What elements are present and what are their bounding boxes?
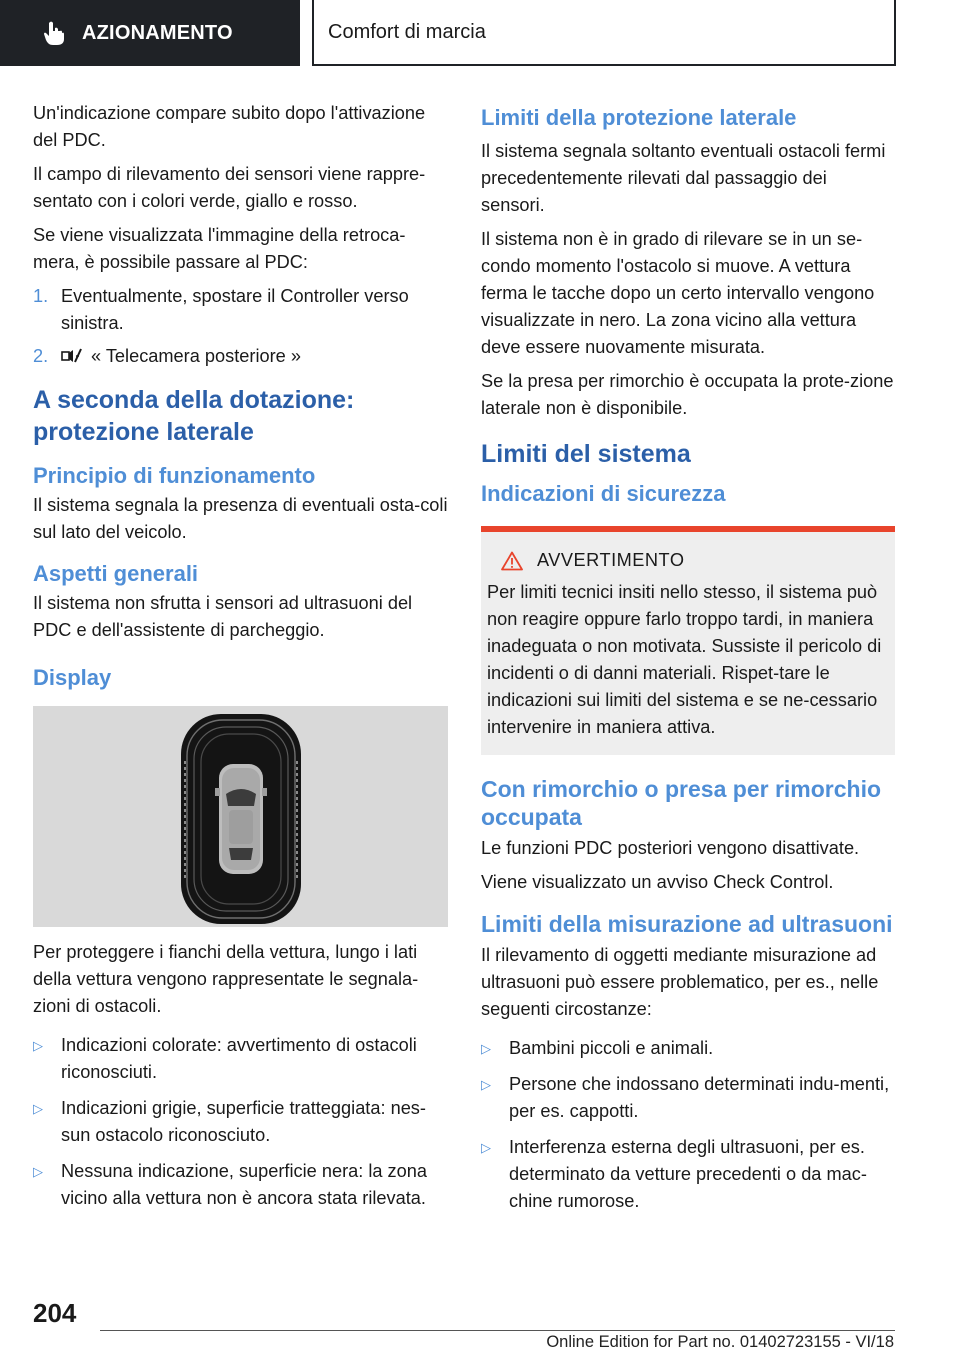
subheading: Limiti della misurazione ad ultrasuoni — [481, 911, 893, 937]
paragraph: Un'indicazione compare subito dopo l'attivazione del PDC. — [33, 103, 426, 150]
warning-box — [481, 526, 895, 755]
subheading: Aspetti generali — [33, 561, 199, 586]
triangle-bullet-icon: ▷ — [33, 1101, 43, 1116]
section-heading: Limiti del sistema — [481, 440, 691, 468]
warning-title — [501, 550, 887, 571]
step-text: Eventualmente, spostare il Controller verso sinistra. — [61, 286, 409, 333]
subsection-tab — [312, 0, 896, 66]
triangle-bullet-icon: ▷ — [481, 1077, 491, 1092]
triangle-bullet-icon: ▷ — [33, 1164, 43, 1179]
paragraph: Se la presa per rimorchio è occupata la prote-zione laterale non è disponibile. — [481, 371, 894, 418]
list-item-text: Persone che indossano determinati indu-menti, per es. cappotti. — [509, 1074, 890, 1121]
subheading: Con rimorchio o presa per rimorchio occupata — [481, 776, 882, 830]
paragraph: Il campo di rilevamento dei sensori viene rappre-sentato con i colori verde, giallo e rosso. — [33, 164, 426, 211]
subheading: Principio di funzionamento — [33, 463, 316, 488]
triangle-bullet-icon: ▷ — [481, 1140, 491, 1155]
list-item-text: Indicazioni colorate: avvertimento di ostacoli riconosciuti. — [61, 1035, 417, 1082]
step-number: 1. — [33, 286, 49, 306]
warning-label: AVVERTIMENTO — [537, 550, 685, 570]
paragraph: Viene visualizzato un avviso Check Control. — [481, 872, 834, 892]
list-item — [481, 1035, 895, 1062]
subheading: Indicazioni di sicurezza — [481, 481, 726, 506]
step-number: 2. — [33, 346, 49, 366]
rear-camera-icon — [61, 347, 83, 365]
warning-triangle-icon — [501, 551, 523, 571]
step-item — [33, 283, 448, 337]
list-item — [33, 1032, 448, 1086]
list-item-text: Indicazioni grigie, superficie tratteggiata: nes-sun ostacolo riconosciuto. — [61, 1098, 426, 1145]
paragraph: Se viene visualizzata l'immagine della retroca-mera, è possibile passare al PDC: — [33, 225, 406, 272]
list-item — [481, 1071, 895, 1125]
paragraph: Le funzioni PDC posteriori vengono disattivate. — [481, 838, 860, 858]
subsection-label: Comfort di marcia — [328, 20, 486, 43]
hand-icon — [42, 20, 66, 46]
triangle-bullet-icon: ▷ — [33, 1038, 43, 1053]
paragraph: Il sistema non è in grado di rilevare se in un se-condo momento l'ostacolo si muove. A vettura ferma le tacche dopo un certo intervallo vengono visualizzate in nero. La zona vicino alla vettura deve essere nuovamente misurata. — [481, 229, 875, 357]
paragraph: Il sistema non sfrutta i sensori ad ultrasuoni del PDC e dell'assistente di parcheggio. — [33, 593, 413, 640]
paragraph: Il sistema segnala soltanto eventuali ostacoli fermi precedentemente rilevati dal passaggio dei sensori. — [481, 141, 886, 215]
paragraph: Il rilevamento di oggetti mediante misurazione ad ultrasuoni può essere problematico, per es., nelle seguenti circostanze: — [481, 945, 879, 1019]
car-display-illustration — [33, 706, 448, 927]
right-column — [481, 100, 895, 1224]
edition-text: Online Edition for Part no. 01402723155 - VI/18 — [546, 1333, 894, 1351]
subheading: Limiti della protezione laterale — [481, 105, 797, 130]
list-item — [33, 1095, 448, 1149]
paragraph: Il sistema segnala la presenza di eventuali osta-coli sul lato del veicolo. — [33, 495, 448, 542]
left-column — [33, 100, 448, 1221]
triangle-bullet-icon: ▷ — [481, 1041, 491, 1056]
section-label: AZIONAMENTO — [82, 21, 233, 44]
warning-text: Per limiti tecnici insiti nello stesso, il sistema può non reagire oppure farlo troppo tardi, in maniera inadeguata o non motivata. Sussiste il pericolo di incidenti o di danni materiali. Rispet-tare le indicazioni sui limiti del sistema e se ne-cessario intervenire in maniera attiva. — [487, 582, 882, 737]
list-item-text: Interferenza esterna degli ultrasuoni, per es. determinato da vetture precedenti o da mac-chine rumorose. — [509, 1137, 867, 1211]
list-item — [481, 1134, 895, 1215]
section-heading: A seconda della dotazione: protezione laterale — [33, 386, 355, 446]
page-number: 204 — [33, 1298, 77, 1328]
section-tab — [0, 0, 300, 66]
paragraph: Per proteggere i fianchi della vettura, lungo i lati della vettura vengono rappresentate le segnala-zioni di ostacoli. — [33, 942, 419, 1016]
list-item-text: Nessuna indicazione, superficie nera: la zona vicino alla vettura non è ancora stata rilevata. — [61, 1161, 427, 1208]
step-item — [33, 343, 448, 370]
step-text: « Telecamera posteriore » — [91, 346, 301, 366]
footer-divider — [100, 1330, 895, 1331]
side-protection-display-image — [33, 706, 448, 927]
list-item-text: Bambini piccoli e animali. — [509, 1038, 714, 1058]
list-item — [33, 1158, 448, 1212]
subheading: Display — [33, 665, 112, 690]
